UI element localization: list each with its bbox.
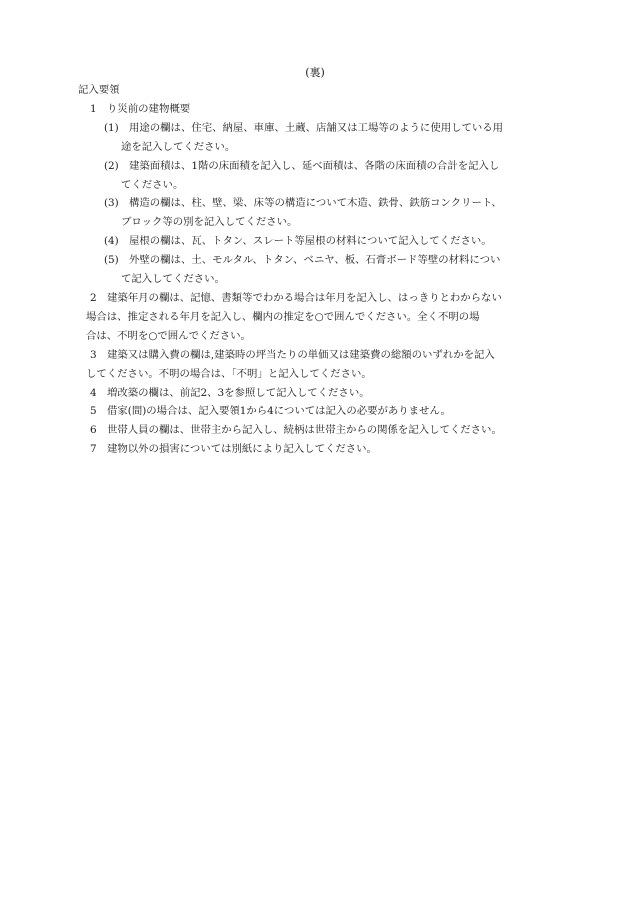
item-3 — [78, 346, 558, 365]
item-2 — [78, 289, 558, 308]
subitem-1-1-cont: 途を記入してください。 — [121, 140, 236, 153]
subitem-1-4 — [78, 232, 558, 251]
subitem-text: 建築面積は、1階の床面積を記入し、延べ面積は、各階の床面積の合計を記入し — [129, 159, 500, 172]
item-text: 建築又は購入費の欄は,建築時の坪当たりの単価又は建築費の総額のいずれかを記入 — [107, 348, 495, 361]
section-title: 記入要領 — [78, 84, 120, 96]
item-number: 4 — [90, 386, 97, 399]
subitem-1-2 — [78, 157, 558, 176]
subitem-text: 外壁の欄は、土、モルタル、トタン、ベニヤ、板、石膏ボード等壁の材料につい — [129, 254, 501, 267]
item-6 — [78, 421, 558, 440]
item-text: 借家(間)の場合は、記入要領1から4については記入の必要がありません。 — [107, 405, 451, 418]
item-text: 世帯人員の欄は、世帯主から記入し、続柄は世帯主からの関係を記入してください。 — [107, 424, 502, 437]
subitem-number: (2) — [104, 159, 119, 172]
item-1-heading — [78, 100, 558, 119]
subitem-number: (3) — [104, 197, 119, 210]
item-text: 建物以外の損害については別紙により記入してください。 — [107, 443, 377, 456]
subitem-1-3 — [78, 194, 558, 213]
subitem-1-3-cont: ブロック等の別を記入してください。 — [121, 216, 298, 229]
item-number: 3 — [90, 348, 97, 361]
subitem-1-5-cont: て記入してください。 — [121, 273, 225, 286]
item-3-cont-1: してください。不明の場合は、「不明」と記入してください。 — [86, 367, 372, 380]
subitem-1-5 — [78, 251, 558, 270]
item-text: 建築年月の欄は、記憶、書類等でわかる場合は年月を記入し、はっきりとわからない — [107, 291, 502, 304]
subitem-1-1 — [78, 119, 558, 138]
item-number: 2 — [90, 291, 97, 304]
item-2-cont-1: 場合は、推定される年月を記入し、欄内の推定を○で囲んでください。全く不明の場 — [86, 310, 480, 323]
item-number: 7 — [90, 443, 97, 456]
item-7 — [78, 440, 558, 459]
subitem-1-2-cont: てください。 — [121, 178, 184, 191]
item-5 — [78, 402, 558, 421]
subitem-text: 用途の欄は、住宅、納屋、車庫、土蔵、店舗又は工場等のように使用している用 — [129, 121, 504, 134]
subitem-text: 構造の欄は、柱、壁、梁、床等の構造について木造、鉄骨、鉄筋コンクリート、 — [129, 197, 502, 210]
item-4 — [78, 384, 558, 403]
item-number: 1 — [90, 102, 97, 115]
item-text: 増改築の欄は、前記2、3を参照して記入してください。 — [107, 386, 370, 399]
instructions-body — [78, 81, 558, 459]
subitem-number: (4) — [104, 235, 119, 248]
item-number: 5 — [90, 405, 97, 418]
item-number: 6 — [90, 424, 97, 437]
page-header: (裏) — [305, 66, 325, 79]
subitem-number: (1) — [104, 121, 119, 134]
subitem-number: (5) — [104, 254, 119, 267]
item-2-cont-2: 合は、不明を○で囲んでください。 — [86, 329, 251, 342]
item-text: り災前の建物概要 — [107, 102, 191, 115]
subitem-text: 屋根の欄は、瓦、トタン、スレート等屋根の材料について記入してください。 — [129, 235, 492, 248]
